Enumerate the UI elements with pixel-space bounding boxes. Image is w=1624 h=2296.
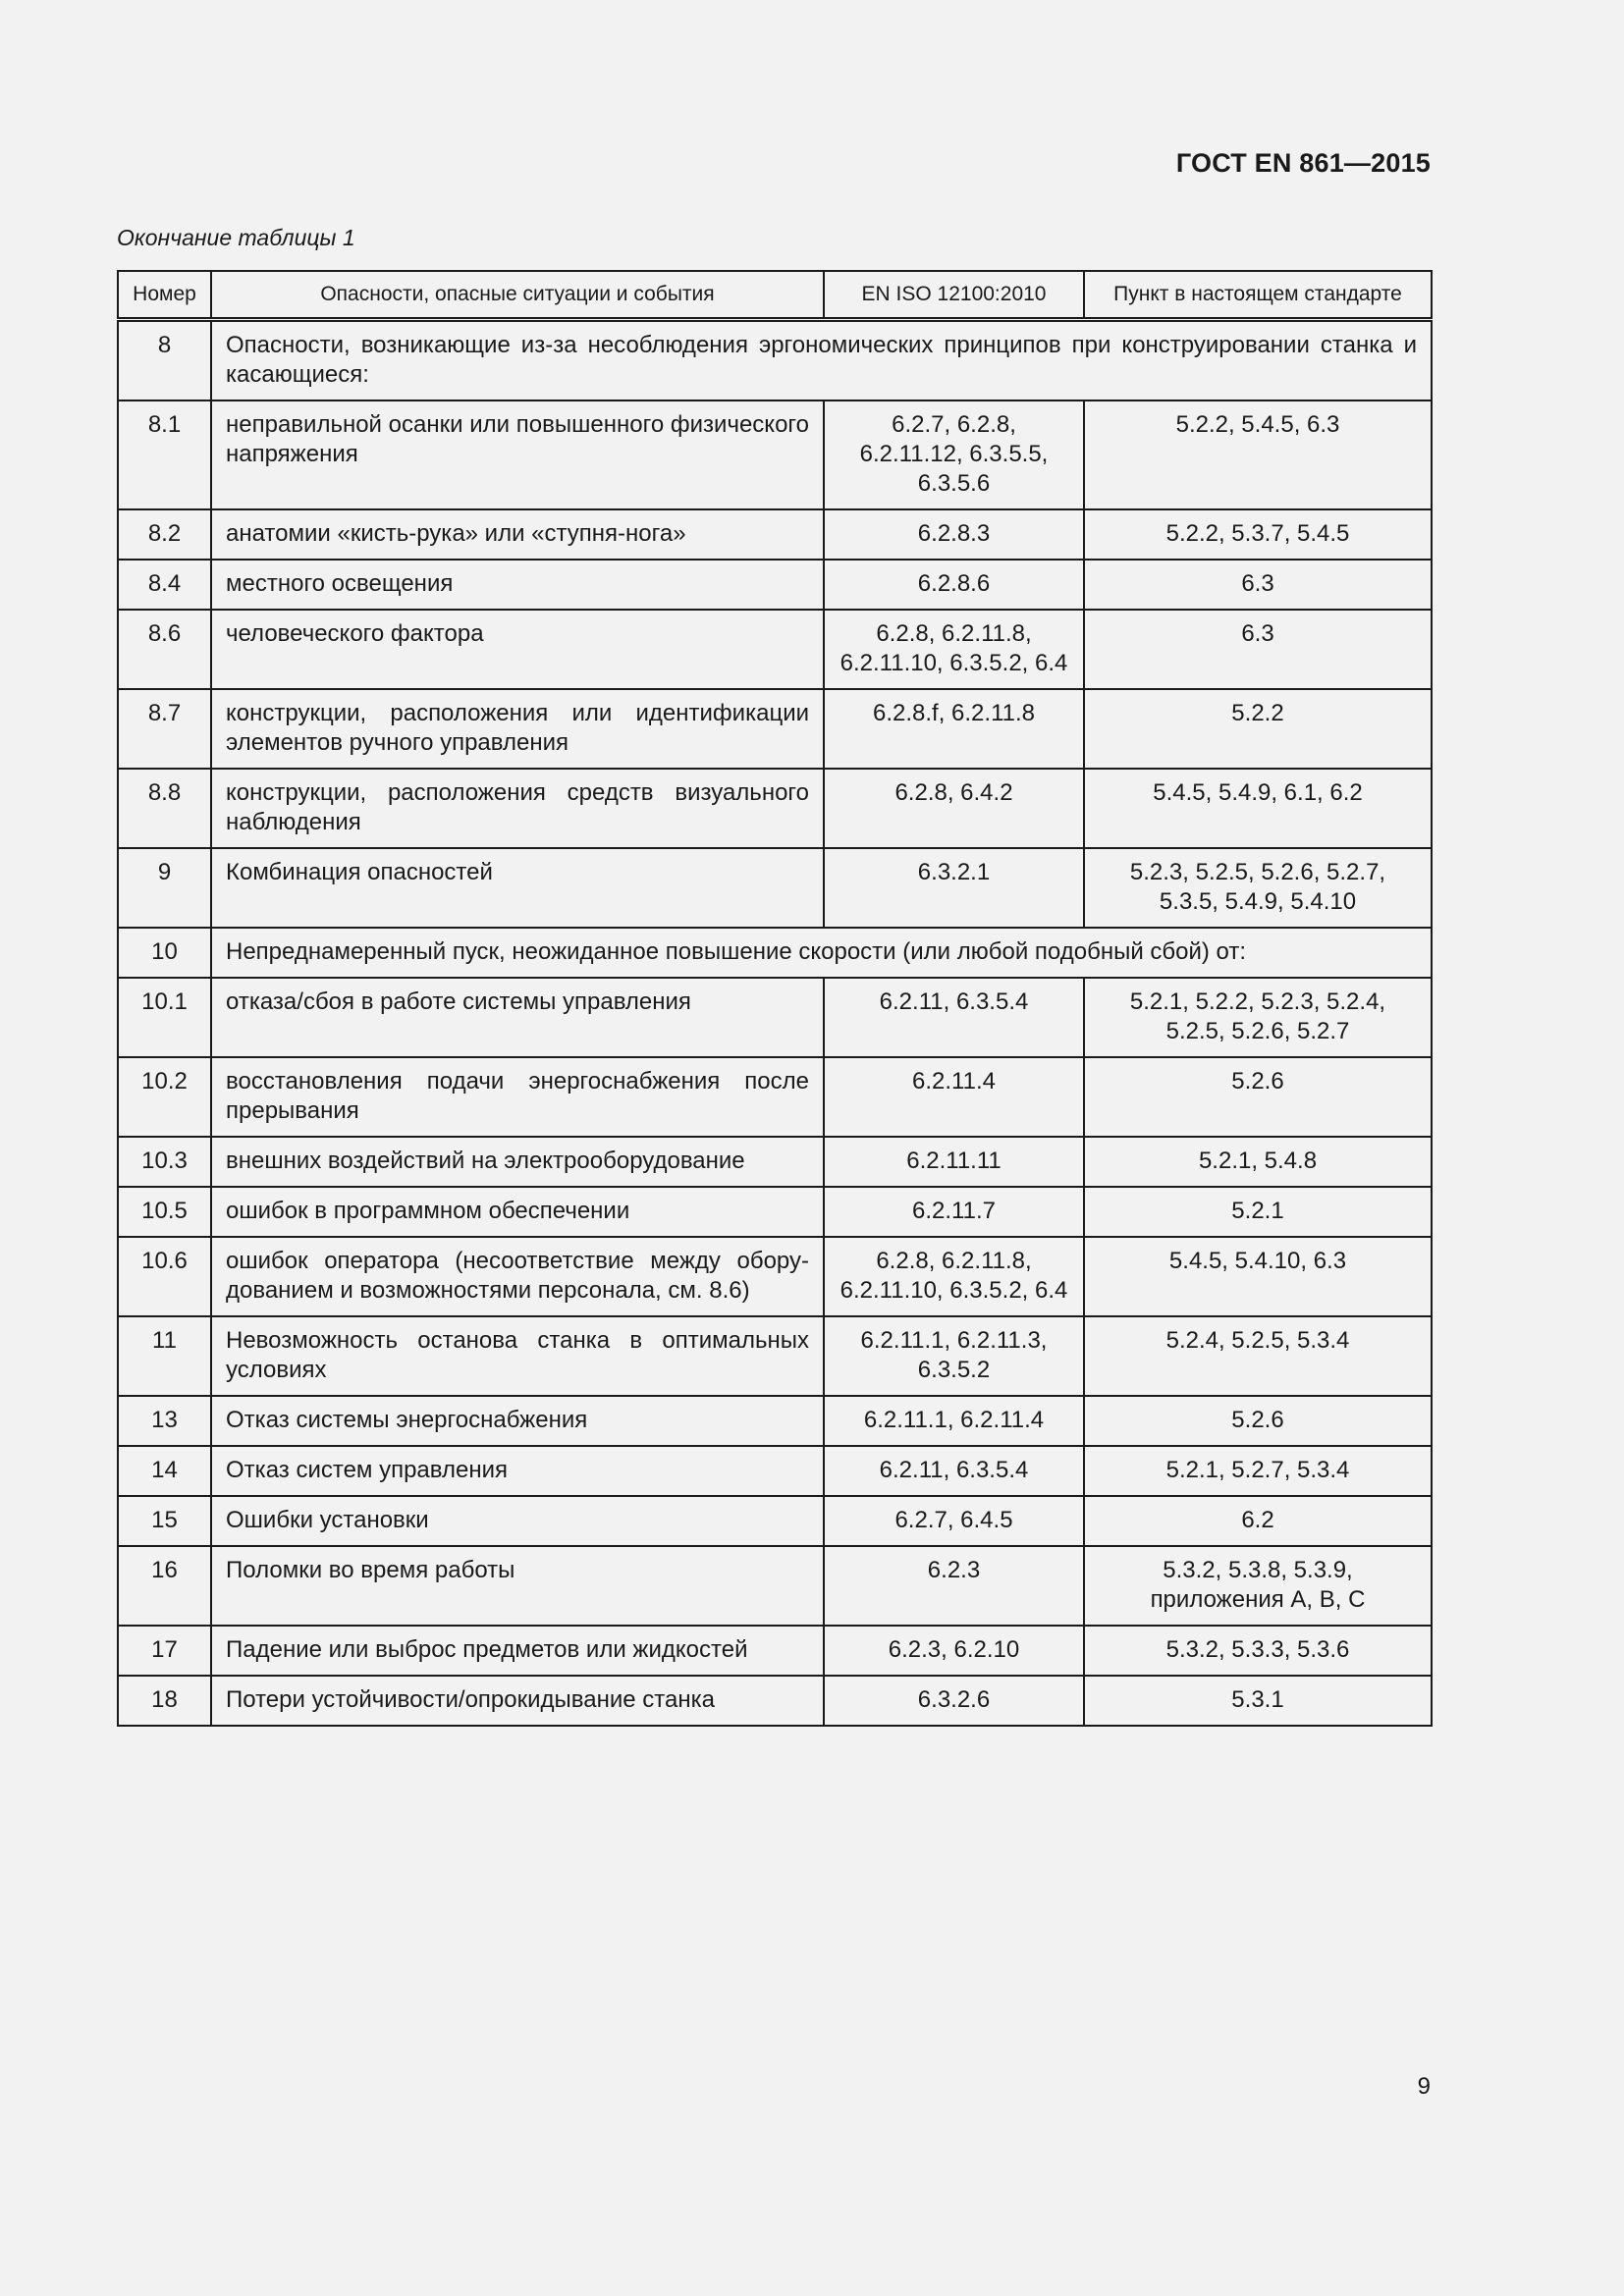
table-row: [118, 400, 1432, 509]
row-hazard: Потери устойчивости/опрокидывание станка: [211, 1676, 824, 1726]
row-iso-reference: 6.3.2.1: [824, 848, 1084, 928]
table-row: [118, 978, 1432, 1057]
row-number: 10.6: [118, 1237, 211, 1316]
column-header-number: Номер: [118, 271, 211, 320]
row-number: 11: [118, 1316, 211, 1396]
row-hazard: ошибок в программном обеспечении: [211, 1187, 824, 1237]
row-standard-clause: 5.2.1: [1084, 1187, 1432, 1237]
row-standard-clause: 5.4.5, 5.4.10, 6.3: [1084, 1237, 1432, 1316]
row-number: 17: [118, 1626, 211, 1676]
row-hazard: человеческого фактора: [211, 610, 824, 689]
table-row: [118, 560, 1432, 610]
row-iso-reference: 6.2.8.6: [824, 560, 1084, 610]
row-standard-clause: 6.2: [1084, 1496, 1432, 1546]
table-row: [118, 1626, 1432, 1676]
row-iso-reference: 6.2.8, 6.2.11.8, 6.2.11.10, 6.3.5.2, 6.4: [824, 1237, 1084, 1316]
row-standard-clause: 5.3.2, 5.3.8, 5.3.9, приложения А, В, С: [1084, 1546, 1432, 1626]
table-row: [118, 1187, 1432, 1237]
row-hazard: отказа/сбоя в работе системы управления: [211, 978, 824, 1057]
row-hazard: внешних воздействий на электрооборудование: [211, 1137, 824, 1187]
row-hazard: конструкции, расположения или идентификации элементов ручного управления: [211, 689, 824, 769]
row-iso-reference: 6.2.11.1, 6.2.11.3, 6.3.5.2: [824, 1316, 1084, 1396]
row-iso-reference: 6.2.11, 6.3.5.4: [824, 978, 1084, 1057]
row-number: 9: [118, 848, 211, 928]
row-standard-clause: 6.3: [1084, 610, 1432, 689]
row-iso-reference: 6.2.11.7: [824, 1187, 1084, 1237]
table-row: [118, 848, 1432, 928]
table-row: [118, 1137, 1432, 1187]
row-iso-reference: 6.2.7, 6.4.5: [824, 1496, 1084, 1546]
row-hazard: Ошибки установки: [211, 1496, 824, 1546]
table-row: [118, 1396, 1432, 1446]
row-number: 8.2: [118, 509, 211, 560]
page-number: 9: [1417, 2073, 1431, 2100]
row-number: 8.7: [118, 689, 211, 769]
table-row: [118, 1546, 1432, 1626]
row-hazard: Комбинация опасностей: [211, 848, 824, 928]
row-standard-clause: 6.3: [1084, 560, 1432, 610]
row-iso-reference: 6.2.8, 6.4.2: [824, 769, 1084, 848]
row-number: 16: [118, 1546, 211, 1626]
row-hazard: Невозможность останова станка в оптимальных условиях: [211, 1316, 824, 1396]
table-row: [118, 928, 1432, 978]
table-caption: Окончание таблицы 1: [117, 225, 355, 250]
row-number: 10.2: [118, 1057, 211, 1137]
row-iso-reference: 6.2.11, 6.3.5.4: [824, 1446, 1084, 1496]
row-standard-clause: 5.4.5, 5.4.9, 6.1, 6.2: [1084, 769, 1432, 848]
row-hazard: Падение или выброс предметов или жидкостей: [211, 1626, 824, 1676]
table-row: [118, 689, 1432, 769]
row-hazard: Отказ систем управления: [211, 1446, 824, 1496]
table-row: [118, 509, 1432, 560]
row-number: 8.1: [118, 400, 211, 509]
table-row: [118, 1676, 1432, 1726]
column-header-iso: EN ISO 12100:2010: [824, 271, 1084, 320]
row-number: 15: [118, 1496, 211, 1546]
row-iso-reference: 6.2.3, 6.2.10: [824, 1626, 1084, 1676]
row-number: 8.6: [118, 610, 211, 689]
table-row: [118, 1316, 1432, 1396]
row-hazard: Поломки во время работы: [211, 1546, 824, 1626]
table-row: [118, 769, 1432, 848]
row-standard-clause: 5.2.1, 5.2.7, 5.3.4: [1084, 1446, 1432, 1496]
row-number: 8.4: [118, 560, 211, 610]
row-hazard-group: Опасности, возникающие из-за несоблюдения эргономических принципов при конструировании станка и касающиеся:: [211, 320, 1432, 401]
row-hazard-group: Непреднамеренный пуск, неожиданное повышение скорости (или любой подобный сбой) от:: [211, 928, 1432, 978]
row-standard-clause: 5.2.6: [1084, 1396, 1432, 1446]
row-standard-clause: 5.2.4, 5.2.5, 5.3.4: [1084, 1316, 1432, 1396]
row-hazard: неправильной осанки или повышенного физического напряжения: [211, 400, 824, 509]
row-number: 10.1: [118, 978, 211, 1057]
column-header-clause: Пункт в настоящем стандарте: [1084, 271, 1432, 320]
row-number: 8: [118, 320, 211, 401]
table-body: [118, 320, 1432, 1727]
row-hazard: конструкции, расположения средств визуального наблюдения: [211, 769, 824, 848]
row-standard-clause: 5.2.2: [1084, 689, 1432, 769]
row-standard-clause: 5.3.2, 5.3.3, 5.3.6: [1084, 1626, 1432, 1676]
row-standard-clause: 5.2.3, 5.2.5, 5.2.6, 5.2.7, 5.3.5, 5.4.9, 5.4.10: [1084, 848, 1432, 928]
row-iso-reference: 6.2.11.1, 6.2.11.4: [824, 1396, 1084, 1446]
row-hazard: анатомии «кисть-рука» или «ступня-нога»: [211, 509, 824, 560]
row-standard-clause: 5.2.2, 5.3.7, 5.4.5: [1084, 509, 1432, 560]
column-header-hazards: Опасности, опасные ситуации и события: [211, 271, 824, 320]
document-code: ГОСТ EN 861—2015: [1175, 148, 1431, 178]
row-number: 10.3: [118, 1137, 211, 1187]
row-iso-reference: 6.2.11.4: [824, 1057, 1084, 1137]
hazards-table: [117, 270, 1433, 1727]
row-standard-clause: 5.2.2, 5.4.5, 6.3: [1084, 400, 1432, 509]
row-iso-reference: 6.2.11.11: [824, 1137, 1084, 1187]
row-iso-reference: 6.2.7, 6.2.8, 6.2.11.12, 6.3.5.5, 6.3.5.6: [824, 400, 1084, 509]
table-row: [118, 320, 1432, 401]
row-number: 8.8: [118, 769, 211, 848]
table-header-row: [118, 271, 1432, 320]
row-hazard: Отказ системы энергоснабжения: [211, 1396, 824, 1446]
row-iso-reference: 6.2.3: [824, 1546, 1084, 1626]
row-number: 10: [118, 928, 211, 978]
row-iso-reference: 6.3.2.6: [824, 1676, 1084, 1726]
row-hazard: местного освещения: [211, 560, 824, 610]
table-row: [118, 1057, 1432, 1137]
row-number: 18: [118, 1676, 211, 1726]
row-standard-clause: 5.2.6: [1084, 1057, 1432, 1137]
row-hazard: восстановления подачи энергоснабжения после прерывания: [211, 1057, 824, 1137]
row-iso-reference: 6.2.8.3: [824, 509, 1084, 560]
table-row: [118, 1237, 1432, 1316]
row-number: 13: [118, 1396, 211, 1446]
table-row: [118, 1446, 1432, 1496]
row-number: 14: [118, 1446, 211, 1496]
row-iso-reference: 6.2.8.f, 6.2.11.8: [824, 689, 1084, 769]
row-number: 10.5: [118, 1187, 211, 1237]
row-hazard: ошибок оператора (несоответствие между оборудованием и возможностями персонала, см. 8.6): [211, 1237, 824, 1316]
row-iso-reference: 6.2.8, 6.2.11.8, 6.2.11.10, 6.3.5.2, 6.4: [824, 610, 1084, 689]
table-row: [118, 610, 1432, 689]
table-row: [118, 1496, 1432, 1546]
row-standard-clause: 5.3.1: [1084, 1676, 1432, 1726]
row-standard-clause: 5.2.1, 5.2.2, 5.2.3, 5.2.4, 5.2.5, 5.2.6, 5.2.7: [1084, 978, 1432, 1057]
row-standard-clause: 5.2.1, 5.4.8: [1084, 1137, 1432, 1187]
